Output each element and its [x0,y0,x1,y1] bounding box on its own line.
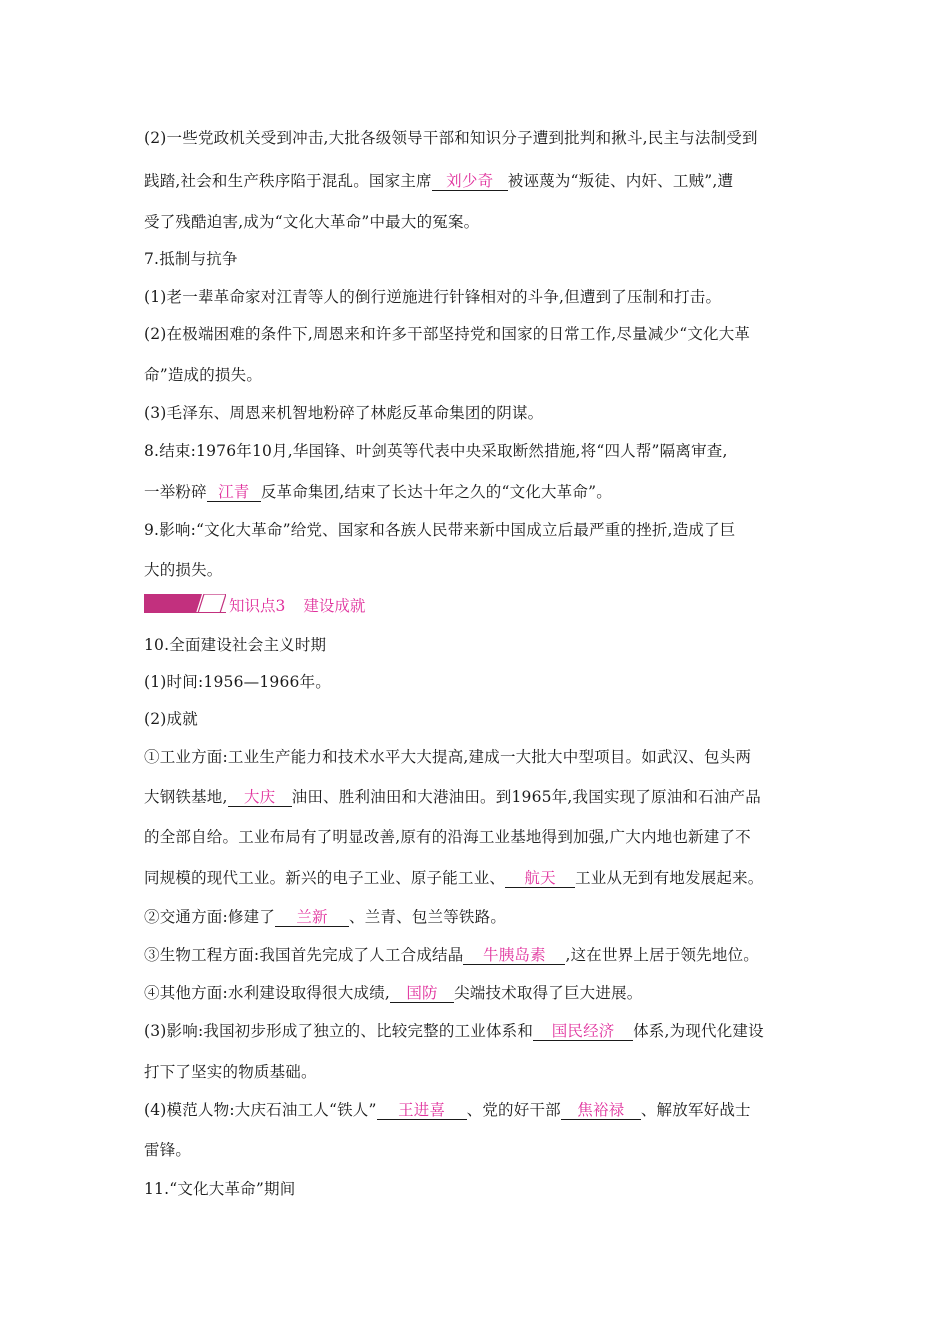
text-line [144,868,764,888]
text-line: 9.影响:“文化大革命”给党、国家和各族人民带来新中国成立后最严重的挫折,造成了巨 [144,521,736,539]
text-segment: ,这在世界上居于领先地位。 [565,946,759,964]
text-line [144,171,733,191]
text-segment: ④其他方面:水利建设取得很大成绩, [144,984,391,1002]
knowledge-point-bar [144,594,226,613]
text-segment: 尖端技术取得了巨大进展。 [454,984,643,1002]
text-line: 受了残酷迫害,成为“文化大革命”中最大的冤案。 [144,213,480,231]
answer-blank: 兰新 [275,908,349,927]
answer-blank: 刘少奇 [432,172,508,191]
text-line: 打下了坚实的物质基础。 [144,1063,317,1081]
text-segment: 体系,为现代化建设 [633,1022,764,1040]
section-heading: 7.抵制与抗争 [144,250,238,268]
section-heading: 10.全面建设社会主义时期 [144,636,327,654]
text-segment: 工业从无到有地发展起来。 [575,869,764,887]
text-line: (2)成就 [144,710,198,728]
text-line [144,787,761,807]
text-segment: ③生物工程方面:我国首先完成了人工合成结晶 [144,946,464,964]
answer-blank: 国防 [390,984,454,1003]
text-line: (3)毛泽东、周恩来机智地粉碎了林彪反革命集团的阴谋。 [144,404,544,422]
text-line [144,1021,764,1041]
answer-blank: 江青 [207,483,261,502]
knowledge-point-heading [229,597,365,615]
answer-blank: 国民经济 [533,1022,633,1041]
text-segment: 反革命集团,结束了长达十年之久的“文化大革命”。 [260,483,612,501]
answer-blank: 大庆 [228,788,292,807]
section-heading: 11.“文化大革命”期间 [144,1180,296,1198]
answer-blank: 航天 [505,869,575,888]
text-line: (1)老一辈革命家对江青等人的倒行逆施进行针锋相对的斗争,但遭到了压制和打击。 [144,288,722,306]
text-line: 雷锋。 [144,1141,192,1159]
answer-blank: 牛胰岛素 [463,946,565,965]
text-segment: 同规模的现代工业。新兴的电子工业、原子能工业、 [144,869,506,887]
text-segment: 大钢铁基地, [144,788,228,806]
text-line [144,945,759,965]
text-line: 的全部自给。工业布局有了明显改善,原有的沿海工业基地得到加强,广大内地也新建了不 [144,828,751,846]
text-segment: ②交通方面:修建了 [144,908,276,926]
text-line: 命”造成的损失。 [144,366,263,384]
text-line: 8.结束:1976年10月,华国锋、叶剑英等代表中央采取断然措施,将“四人帮”隔离审查, [144,442,728,460]
text-line: (2)在极端困难的条件下,周恩来和许多干部坚持党和国家的日常工作,尽量减少“文化大革 [144,325,751,343]
text-segment: 被诬蔑为“叛徒、内奸、工贼”,遭 [507,172,734,190]
text-line: (1)时间:1956—1966年。 [144,673,331,691]
text-segment: 、党的好干部 [466,1101,561,1119]
text-line: (2)一些党政机关受到冲击,大批各级领导干部和知识分子遭到批判和揪斗,民主与法制受到 [144,129,758,147]
text-segment: 、兰青、包兰等铁路。 [349,908,507,926]
answer-blank: 王进喜 [377,1101,467,1120]
knowledge-point-label: 知识点3 [229,597,286,615]
text-line [144,983,642,1003]
text-segment: 一举粉碎 [144,483,207,501]
text-line [144,907,506,927]
text-segment: 、解放军好战士 [640,1101,751,1119]
text-segment: 油田、胜利油田和大港油田。到1965年,我国实现了原油和石油产品 [291,788,761,806]
text-line: 大的损失。 [144,561,223,579]
text-line [144,1100,751,1120]
text-line: ①工业方面:工业生产能力和技术水平大大提高,建成一大批大中型项目。如武汉、包头两 [144,748,752,766]
text-segment: (3)影响:我国初步形成了独立的、比较完整的工业体系和 [144,1022,534,1040]
text-segment: (4)模范人物:大庆石油工人“铁人” [144,1101,377,1119]
text-line [144,482,612,502]
text-segment: 践踏,社会和生产秩序陷于混乱。国家主席 [144,172,432,190]
knowledge-point-title: 建设成就 [303,597,366,615]
answer-blank: 焦裕禄 [561,1101,641,1120]
